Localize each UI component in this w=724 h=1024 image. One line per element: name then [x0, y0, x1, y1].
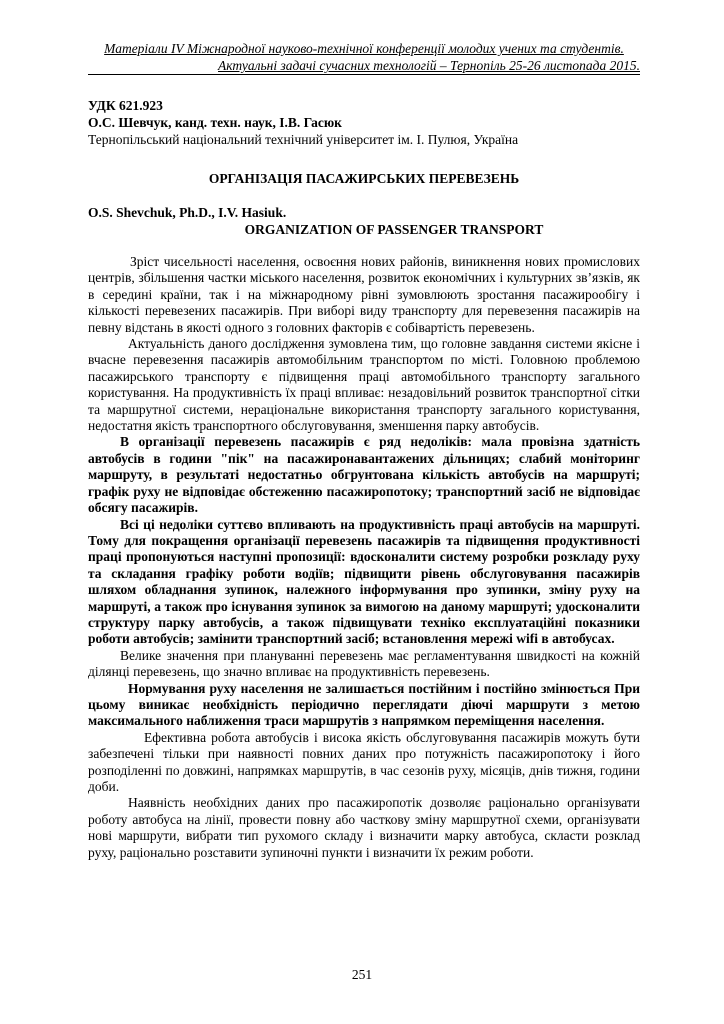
running-header-line-2: Актуальні задачі сучасних технологій – Тернопіль 25-26 листопада 2015.	[218, 58, 640, 73]
affiliation: Тернопільський національний технічний університет ім. І. Пулюя, Україна	[88, 132, 519, 147]
paper-page	[88, 40, 640, 861]
paragraph-bold: Всі ці недоліки суттєво впливають на продуктивність праці автобусів на маршруті. Тому для покращення організації перевезень пасажирів та підвищення продуктивності праці пропонуються наступні пропозиції: вдосконалити систему розробки розкладу руху та складання графіку роботи водіїв; підвищити рівень обслуговування пасажирів шляхом обладнання зупинок, належного інформування про зупинки, зміну руху на маршруті, а також про існування зупинок за вимогою на даному маршруті; удосконалити структуру парку автобусів, а також підвищувати техніко експлуатаційні показники роботи автобусів; замінити транспортний засіб; встановлення мережі wifi в автобусах.	[88, 516, 640, 647]
paragraph: Зріст чисельності населення, освоєння нових районів, виникнення нових промислових центрів, збільшення частки міського населення, розвиток економічних і культурних зв’язків, як в середині країни, так і на міжнародному рівні зумовлюють зростання пасажирообігу і кількості перевезених пасажирів. При виборі виду транспорту для перевезення пасажирів на певну відстань в якості одного з головних факторів є собівартість перевезень.	[88, 254, 640, 335]
article-body	[88, 254, 640, 861]
running-header	[88, 40, 640, 75]
paragraph: Ефективна робота автобусів і висока якість обслуговування пасажирів можуть бути забезпечені тільки при наявності повних даних про потужність пасажиропотоку і його розподіленні по довжині, напрямках маршрутів, в час сезонів руху, місяців, днів тижня, години доби.	[88, 729, 640, 794]
paragraph: Актуальність даного дослідження зумовлена тим, що головне завдання системи якісне і вчасне перевезення пасажирів автомобільним транспортом по місті. Головною проблемою пасажирського транспорту є підвищення праці автомобільного транспорту загального користування. На продуктивність їх праці впливає: незадовільний розвиток транспортної сітки та маршрутної системи, нераціональне використання транспорту загального користування, недостатня якість транспортного обслуговування, зменшення парку автобусів.	[88, 336, 640, 434]
udc-code: УДК 621.923	[88, 98, 163, 113]
paragraph-bold: В організації перевезень пасажирів є ряд недоліків: мала провізна здатність автобусів в години "пік" на пасажиронавантажених дільницях; слабий моніторинг маршруту, в результаті недостатньо обгрунтована кількість автобусів на маршруті; графік руху не відповідає обстеженню пасажиропотоку; транспортний засіб не відповідає обсягу пасажирів.	[88, 434, 640, 516]
page-number: 251	[351, 967, 373, 982]
title-en: ORGANIZATION OF PASSENGER TRANSPORT	[244, 222, 544, 237]
authors-en: O.S. Shevchuk, Ph.D., I.V. Hasiuk.	[88, 205, 287, 220]
paragraph-bold: Нормування руху населення не залишається постійним і постійно змінюється При цьому виникає необхідність періодично переглядати діючі маршрути з метою максимального наближення траси маршрутів з напрямком переміщення населення.	[88, 680, 640, 729]
paragraph: Наявність необхідних даних про пасажиропотік дозволяє раціонально організувати роботу автобуса на лінії, провести повну або часткову зміну маршрутної схеми, організувати нові маршрути, вибрати тип рухомого складу і визначити марку автобуса, скласти розклад руху, раціонально розставити зупиночні пункти і визначити їх режим роботи.	[88, 795, 640, 860]
running-header-line-1: Матеріали IV Міжнародної науково-технічної конференції молодих учених та студентів.	[104, 41, 624, 56]
authors-ua: О.С. Шевчук, канд. техн. наук, І.В. Гасюк	[88, 115, 342, 130]
paragraph: Велике значення при плануванні перевезень має регламентування швидкості на кожній ділянці перевезень, що значно впливає на продуктивність перевезень.	[88, 647, 640, 680]
title-ua: ОРГАНІЗАЦІЯ ПАСАЖИРСЬКИХ ПЕРЕВЕЗЕНЬ	[208, 171, 520, 186]
